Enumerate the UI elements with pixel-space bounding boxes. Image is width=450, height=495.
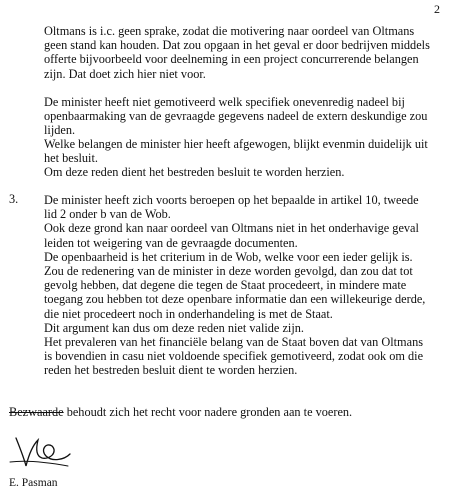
text-line: Om deze reden dient het bestreden besluit te worden herzien. (44, 165, 345, 180)
text-line: Ook deze grond kan naar oordeel van Oltmans niet in het onderhavige geval (44, 221, 419, 236)
paragraph-motivation (44, 24, 444, 81)
text-line: offerte bijvoorbeeld voor deelneming in een project concurrerende belangen (44, 52, 419, 67)
text-line: het besluit. (44, 151, 98, 166)
text-line: leiden tot weigering van de gevraagde documenten. (44, 235, 298, 250)
text-line: die niet procedeert noch in onderhandeling is met de Staat. (44, 306, 333, 321)
closing-text: behoudt zich het recht voor nadere gronden aan te voeren. (63, 405, 353, 419)
page-number: 2 (434, 2, 440, 16)
section-3-body (44, 193, 444, 378)
section-number: 3. (9, 192, 19, 206)
text-line: geen stand kan houden. Dat zou opgaan in het geval er door bedrijven middels (44, 38, 430, 53)
text-line: Welke belangen de minister hier heeft afgewogen, blijkt evenmin duidelijk uit (44, 137, 428, 151)
struck-word: Bezwaarde (9, 405, 64, 419)
text-line: De minister heeft niet gemotiveerd welk specifiek onevenredig nadeel bij (44, 95, 405, 109)
text-line: De minister heeft zich voorts beroepen op het bepaalde in artikel 10, tweede (44, 193, 419, 207)
text-line: is bovendien in casu niet voldoende specifiek gemotiveerd, zodat ook om die (44, 349, 424, 364)
signatory-name: E. Pasman (9, 477, 58, 489)
text-line: reden het bestreden besluit dient te worden herzien. (44, 363, 298, 378)
text-line: De openbaarheid is het criterium in de Wob, welke voor een ieder gelijk is. (44, 249, 413, 264)
text-line: lijden. (44, 123, 76, 138)
text-line: toegang zou hebben tot deze openbare informatie dan een willekeurige derde, (44, 292, 426, 307)
paragraph-disadvantage (44, 95, 444, 138)
text-line: Dit argument kan dus om deze reden niet valide zijn. (44, 320, 304, 335)
handwritten-signature (6, 432, 76, 472)
text-line: Zou de redenering van de minister in deze worden gevolgd, dan zou dat tot (44, 264, 413, 279)
text-line: lid 2 onder b van de Wob. (44, 207, 171, 222)
text-line: openbaarmaking van de gevraagde gegevens nadeel de extern deskundige zou (44, 109, 428, 124)
text-line: zijn. Dat doet zich hier niet voor. (44, 66, 206, 81)
text-line: Oltmans is i.c. geen sprake, zodat die motivering naar oordeel van Oltmans (44, 24, 415, 38)
text-line: Het prevaleren van het financiële belang van de Staat boven dat van Oltmans (44, 335, 424, 350)
closing-statement (9, 405, 352, 419)
text-line: gevolg hebben, dat degene die tegen de Staat procedeert, in mindere mate (44, 278, 407, 293)
paragraph-interests (44, 137, 444, 180)
